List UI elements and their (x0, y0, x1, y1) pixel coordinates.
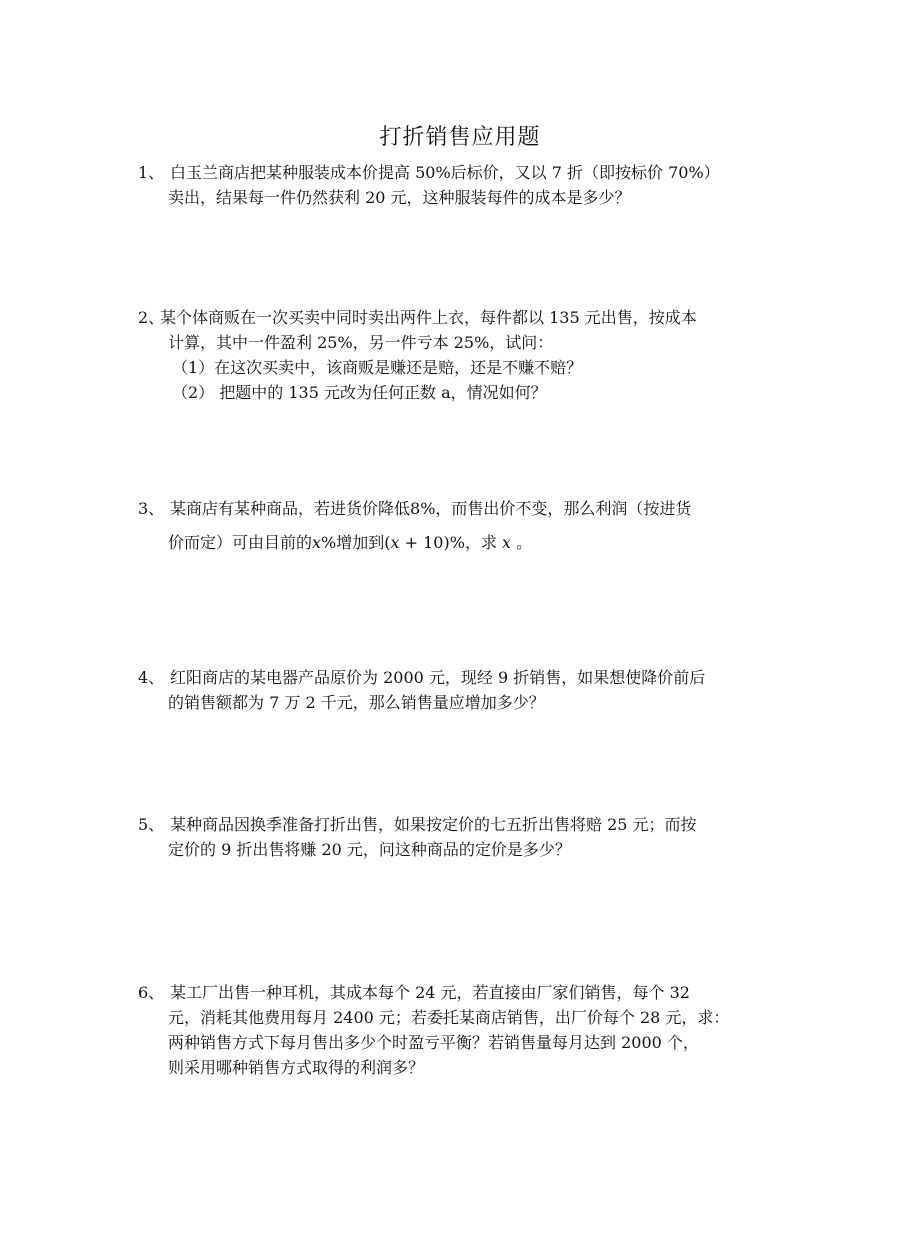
question-3 (138, 492, 788, 560)
question-number: 5、 (138, 815, 165, 834)
question-text-line: 某种商品因换季准备打折出售，如果按定价的七五折出售将赔 25 元；而按 (170, 815, 697, 834)
page-title: 打折销售应用题 (379, 125, 541, 150)
math-expression (497, 533, 516, 552)
text-segment: ，求 (464, 533, 497, 552)
question-text-line: 则采用哪种销售方式取得的利润多？ (168, 1058, 425, 1077)
question-number: 2、 (138, 308, 165, 327)
math-symbol: ( (384, 533, 391, 552)
text-segment: ，而售出价不变，那么利润（按进货 (435, 499, 692, 518)
sub-question-2: （2） 把题中的 135 元改为任何正数 a，情况如何？ (172, 383, 547, 402)
math-x-percent (312, 533, 336, 552)
question-text-line: 卖出，结果每一件仍然获利 20 元，这种服装每件的成本是多少？ (168, 188, 631, 207)
question-1 (138, 160, 788, 210)
question-4 (138, 665, 788, 715)
question-text-line: 白玉兰商店把某种服装成本价提高 50%后标价，又以 7 折（即按标价 70%） (170, 163, 720, 182)
question-text-line: 某工厂出售一种耳机，其成本每个 24 元，若直接由厂家们销售，每个 32 (170, 983, 690, 1002)
question-number: 3、 (138, 499, 165, 518)
question-text-line: 两种销售方式下每月售出多少个时盈亏平衡？若销售量每月达到 2000 个， (168, 1033, 699, 1052)
question-text-line: 红阳商店的某电器产品原价为 2000 元，现经 9 折销售，如果想使降价前后 (170, 668, 706, 687)
text-segment: 增加到 (336, 533, 385, 552)
question-text-line: 计算，其中一件盈利 25%，另一件亏本 25%，试问： (168, 333, 554, 352)
math-variable: x (390, 533, 400, 552)
math-symbol: % (321, 533, 337, 552)
math-expression (384, 533, 465, 552)
question-text-line: 定价的 9 折出售将赚 20 元，问这种商品的定价是多少？ (168, 840, 571, 859)
text-segment: 价而定）可由目前的 (168, 533, 313, 552)
question-text-line: 某个体商贩在一次买卖中同时卖出两件上衣，每件都以 135 元出售，按成本 (160, 308, 697, 327)
question-text-line: 元，消耗其他费用每月 2400 元；若委托某商店销售，出厂价每个 28 元，求： (168, 1008, 730, 1027)
question-5 (138, 812, 788, 862)
text-segment: 。 (516, 533, 533, 552)
question-number: 4、 (138, 668, 165, 687)
math-variable: x (502, 533, 512, 552)
question-number: 1、 (138, 163, 165, 182)
question-text-line (138, 492, 788, 526)
text-segment: 某商店有某种商品，若进货价降低 (170, 499, 411, 518)
question-text-line: 的销售额都为 7 万 2 千元，那么销售量应增加多少？ (168, 693, 545, 712)
question-text-line (138, 526, 788, 560)
sub-question-1: （1）在这次买卖中，该商贩是赚还是赔，还是不赚不赔？ (172, 358, 583, 377)
math-variable: x (312, 533, 322, 552)
math-percent: 8% (410, 499, 436, 518)
question-number: 6、 (138, 983, 165, 1002)
math-symbol: + 10)% (399, 533, 465, 552)
question-2 (138, 305, 788, 405)
question-6 (138, 980, 788, 1080)
